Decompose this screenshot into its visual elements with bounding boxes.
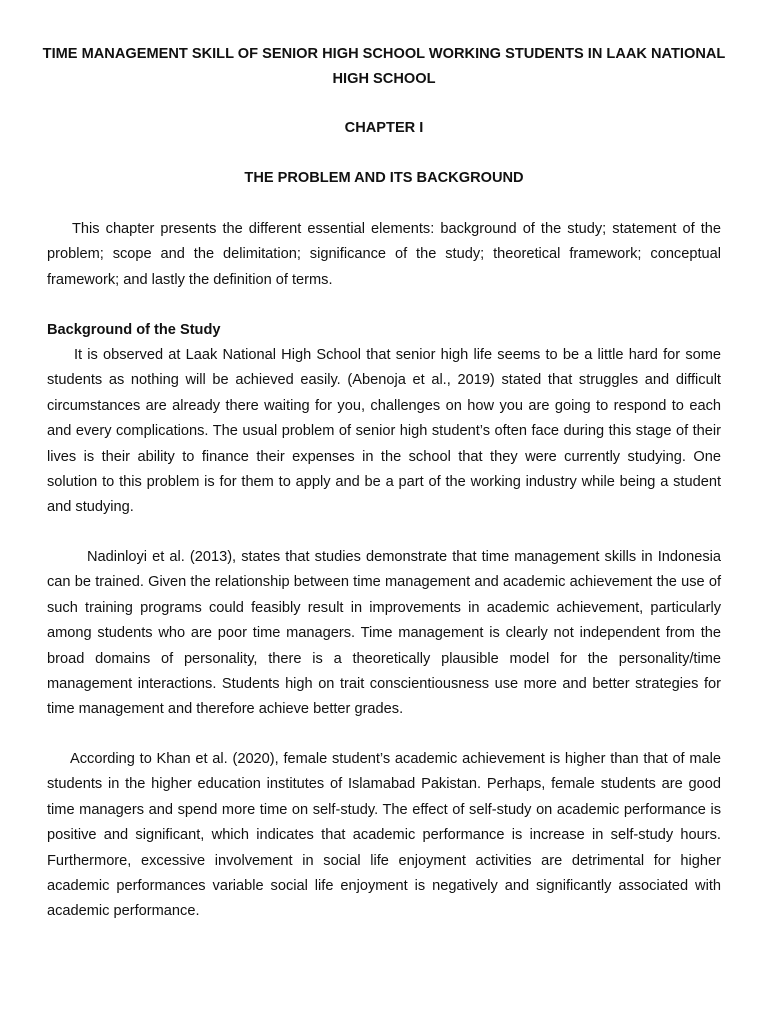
chapter-number: CHAPTER I: [344, 120, 424, 136]
background-paragraph-2: Nadinloyi et al. (2013), states that studies demonstrate that time management skills in Indonesia can be trained. Given the relationship between time management and academic achievement the use of such training programs could feasibly result in improvements in academic achievement, particularly among students who are poor time managers. Time management is clearly not independent from the broad domains of personality, there is a theoretically plausible model for the personality/time management interactions. Students high on trait conscientiousness use more and better strategies for time management and therefore achieve better grades.: [47, 549, 721, 718]
document-title: TIME MANAGEMENT SKILL OF SENIOR HIGH SCHOOL WORKING STUDENTS IN LAAK NATIONAL HIGH SCHOOL: [42, 46, 726, 87]
chapter-title: THE PROBLEM AND ITS BACKGROUND: [244, 170, 524, 186]
section-heading-background: Background of the Study: [47, 322, 221, 338]
intro-paragraph: This chapter presents the different essential elements: background of the study; statement of the problem; scope and the delimitation; significance of the study; theoretical framework; conceptual framework; and lastly the definition of terms.: [47, 221, 721, 288]
background-paragraph-3: According to Khan et al. (2020), female student’s academic achievement is higher than that of male students in the higher education institutes of Islamabad Pakistan. Perhaps, female students are good time managers and spend more time on self-study. The effect of self-study on academic performance is positive and significant, which indicates that academic performance is increase in self-study hours. Furthermore, excessive involvement in social life enjoyment activities are detrimental for higher academic performances variable social life enjoyment is negatively and significantly associated with academic performance.: [47, 751, 721, 920]
background-paragraph-1: It is observed at Laak National High School that senior high life seems to be a little hard for some students as nothing will be achieved easily. (Abenoja et al., 2019) stated that struggles and difficult circumstances are already there waiting for you, challenges on how you are going to respond to each and every complications. The usual problem of senior high student’s often face during this stage of their lives is their ability to finance their expenses in the school that they were currently studying. One solution to this problem is for them to apply and be a part of the working industry while being a student and studying.: [47, 347, 721, 516]
